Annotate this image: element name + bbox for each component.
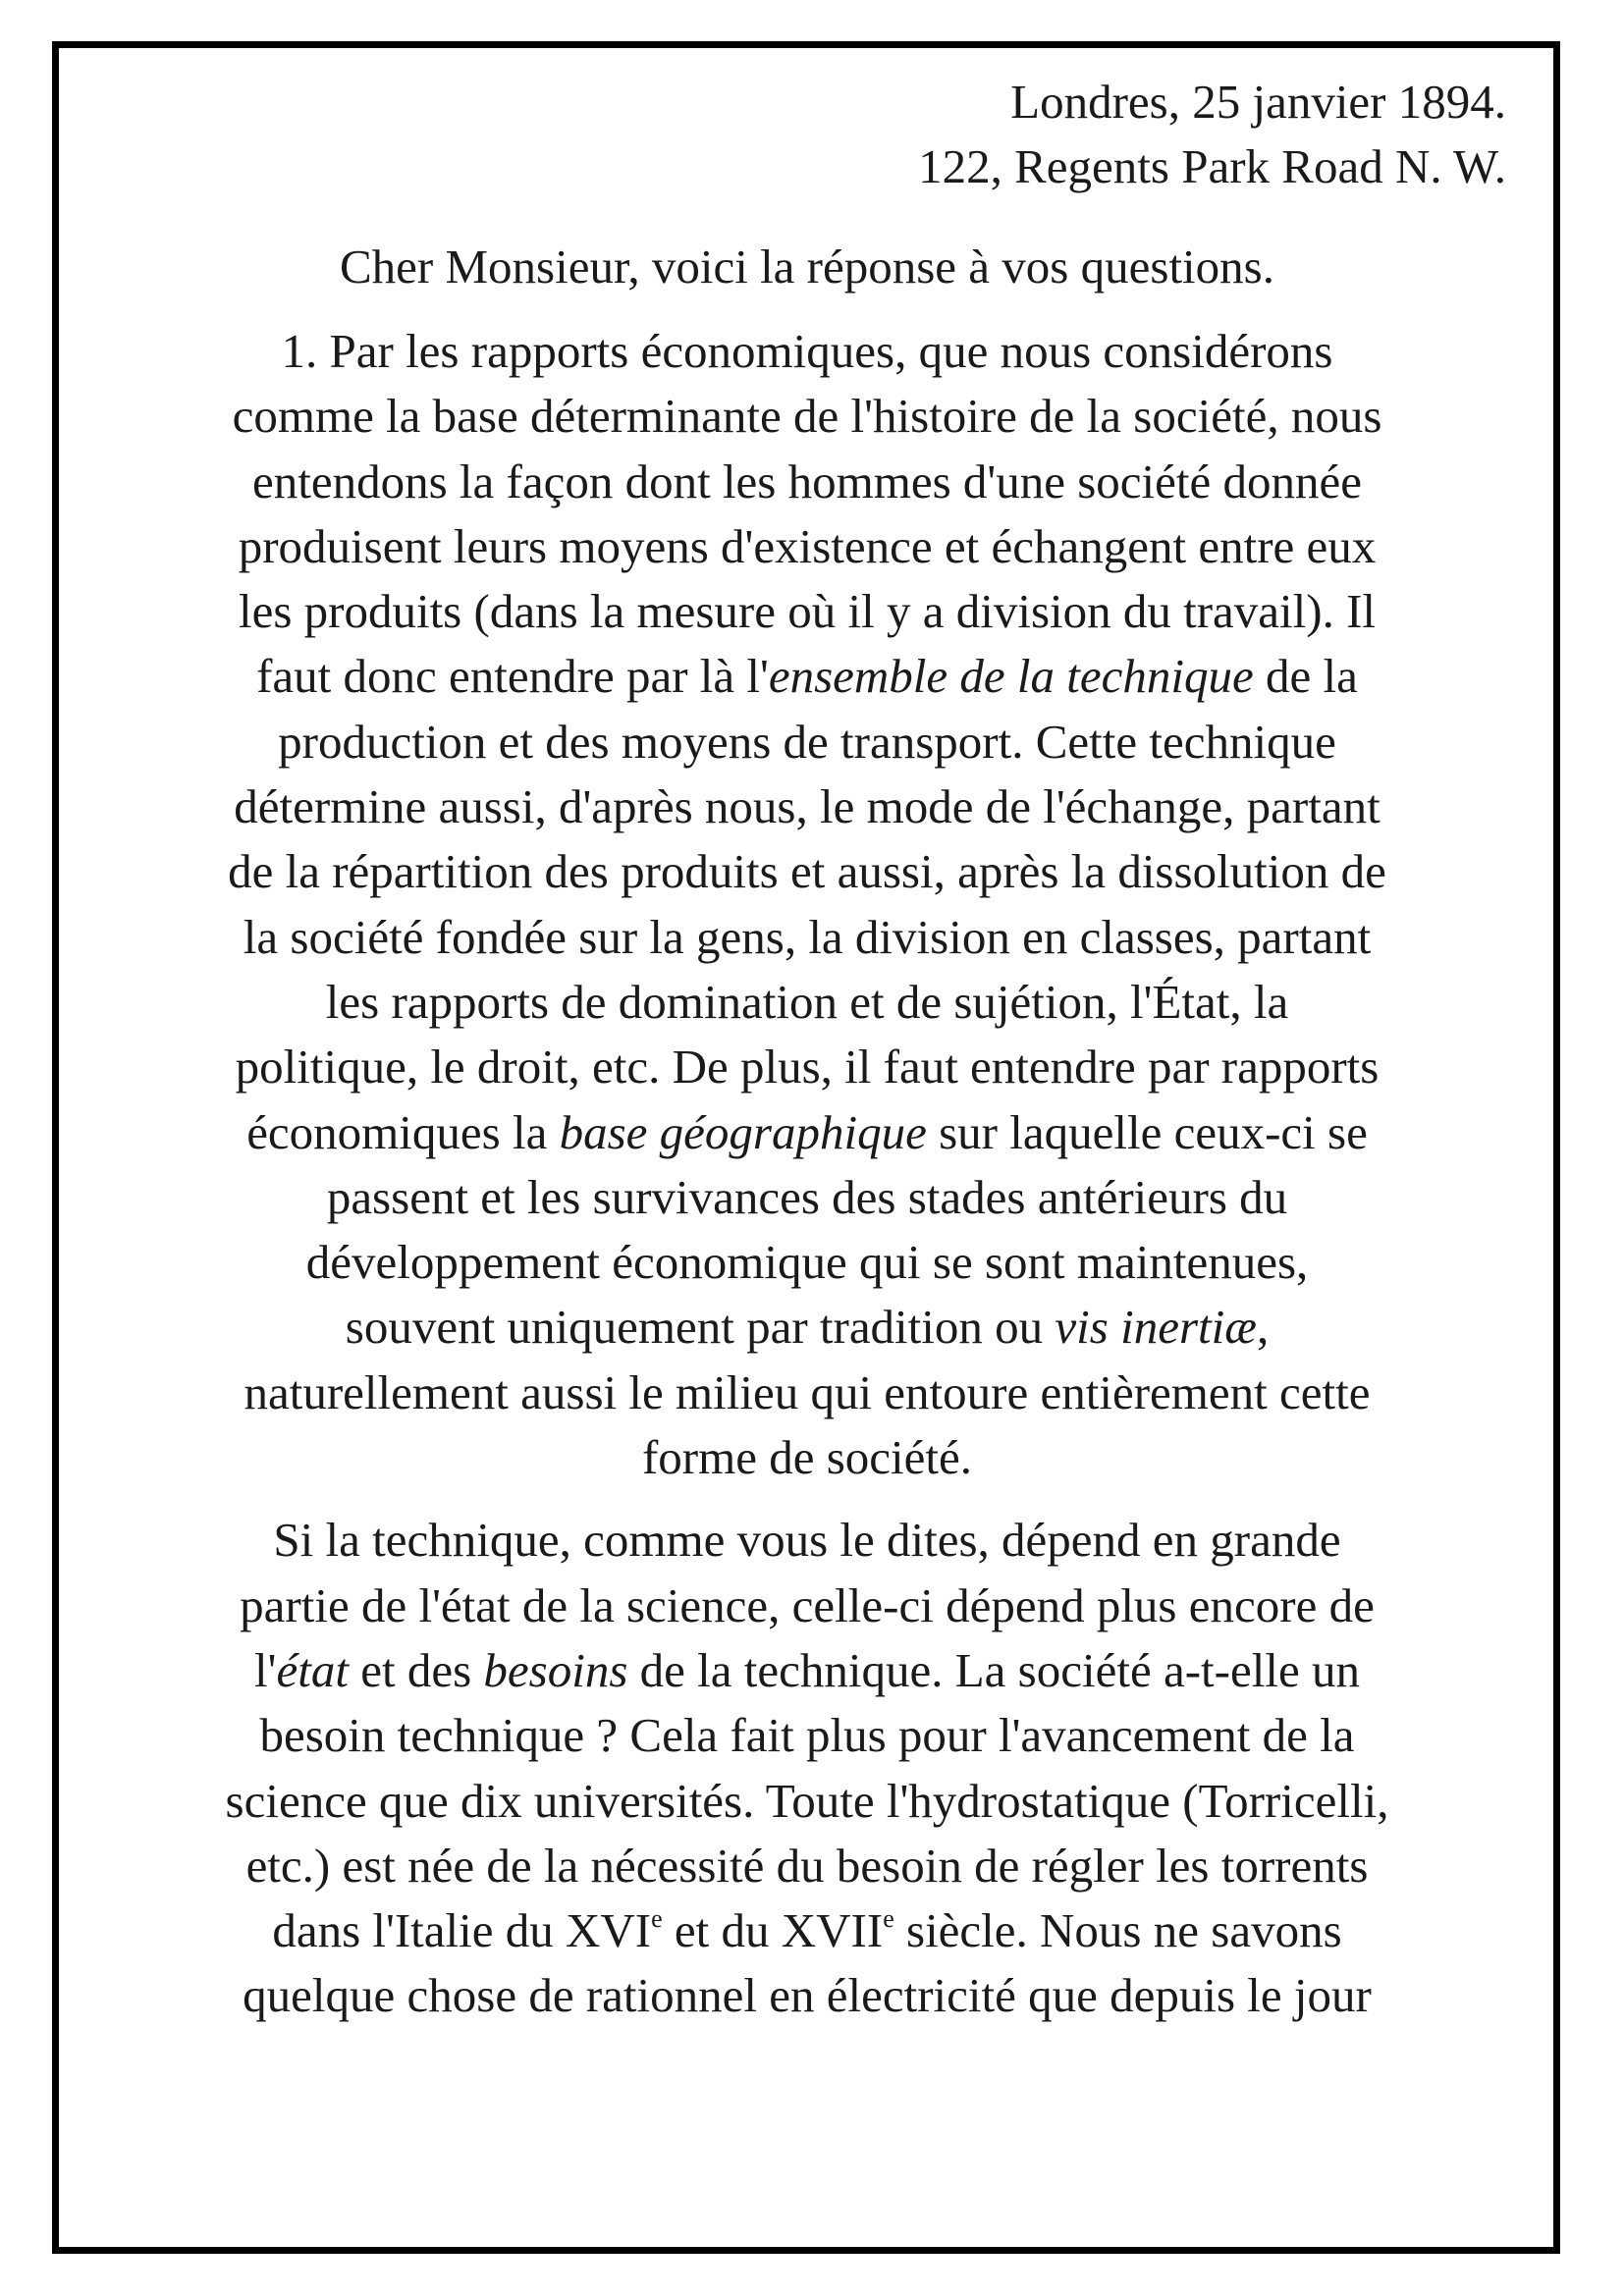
emphasis-text: vis inertiæ: [1055, 1300, 1257, 1355]
paragraph-1-line: [108, 1295, 1506, 1360]
text-run: et des: [348, 1642, 484, 1697]
text-run: souvent uniquement par tradition ou: [345, 1300, 1056, 1355]
emphasis-text: base géographique: [559, 1104, 927, 1159]
paragraph-1-line: naturellement aussi le milieu qui entoure entièrement cette: [244, 1364, 1371, 1419]
address-line: 122, Regents Park Road N. W.: [918, 139, 1506, 193]
text-run: de la technique. La société a-t-elle un: [627, 1642, 1360, 1697]
emphasis-text: ensemble de la technique: [768, 649, 1254, 704]
emphasis-text: état: [276, 1642, 349, 1697]
paragraph-1-line: forme de société.: [641, 1430, 973, 1485]
text-run: de la: [1253, 649, 1358, 704]
paragraph-1-line: passent et les survivances des stades antérieurs du: [326, 1169, 1288, 1224]
paragraph-2-line: [108, 1898, 1506, 1963]
paragraph-2-line: Si la technique, comme vous le dites, dépend en grande: [273, 1513, 1341, 1568]
text-run: et du XVII: [662, 1903, 884, 1958]
paragraph-1-line: [108, 644, 1506, 709]
paragraph-2-line: etc.) est née de la nécessité du besoin de régler les torrents: [245, 1838, 1369, 1893]
paragraph-1: [108, 319, 1506, 1490]
paragraph-1-line: comme la base déterminante de l'histoire de la société, nous: [232, 389, 1382, 444]
paragraph-1-line: production et des moyens de transport. Cette technique: [278, 714, 1336, 769]
paragraph-1-line: politique, le droit, etc. De plus, il faut entendre par rapports: [235, 1040, 1380, 1095]
paragraph-2-line: quelque chose de rationnel en électricité que depuis le jour: [243, 1968, 1372, 2023]
text-run: l': [254, 1642, 277, 1697]
superscript: e: [883, 1904, 894, 1934]
text-run: ,: [1256, 1300, 1270, 1355]
paragraph-1-line: produisent leurs moyens d'existence et échangent entre eux: [238, 518, 1377, 573]
paragraph-1-line: développement économique qui se sont maintenues,: [305, 1235, 1309, 1290]
text-run: faut donc entendre par là l': [256, 649, 769, 704]
text-run: sur laquelle ceux-ci se: [926, 1104, 1368, 1159]
paragraph-1-line: les produits (dans la mesure où il y a division du travail). Il: [238, 584, 1377, 639]
text-run: dans l'Italie du XVI: [272, 1903, 652, 1958]
paragraph-2-line: science que dix universités. Toute l'hydrostatique (Torricelli,: [225, 1773, 1389, 1828]
text-run: siècle. Nous ne savons: [893, 1903, 1342, 1958]
paragraph-1-line: 1. Par les rapports économiques, que nous considérons: [281, 324, 1333, 378]
paragraph-2-line: partie de l'état de la science, celle-ci dépend plus encore de: [240, 1577, 1375, 1632]
paragraph-2-line: [108, 1638, 1506, 1703]
paragraph-2: [108, 1508, 1506, 2028]
paragraph-1-line: les rapports de domination et de sujétion, l'État, la: [325, 974, 1289, 1029]
emphasis-text: besoins: [483, 1642, 628, 1697]
paragraph-1-line: détermine aussi, d'après nous, le mode de l'échange, partant: [234, 779, 1380, 834]
letter-body: [108, 70, 1506, 2247]
superscript: e: [651, 1904, 663, 1934]
paragraph-2-line: besoin technique ? Cela fait plus pour l'avancement de la: [259, 1708, 1355, 1763]
paragraph-1-line: la société fondée sur la gens, la division en classes, partant: [243, 909, 1372, 964]
date-line: Londres, 25 janvier 1894.: [1010, 75, 1506, 129]
text-run: économiques la: [246, 1104, 560, 1159]
page-border: [52, 41, 1560, 2254]
paragraph-1-line: de la répartition des produits et aussi, après la dissolution de: [228, 844, 1386, 899]
paragraph-1-line: entendons la façon dont les hommes d'une société donnée: [251, 454, 1363, 508]
greeting: Cher Monsieur, voici la réponse à vos questions.: [339, 240, 1274, 294]
paragraph-1-line: [108, 1100, 1506, 1165]
letter-header: [108, 70, 1506, 199]
